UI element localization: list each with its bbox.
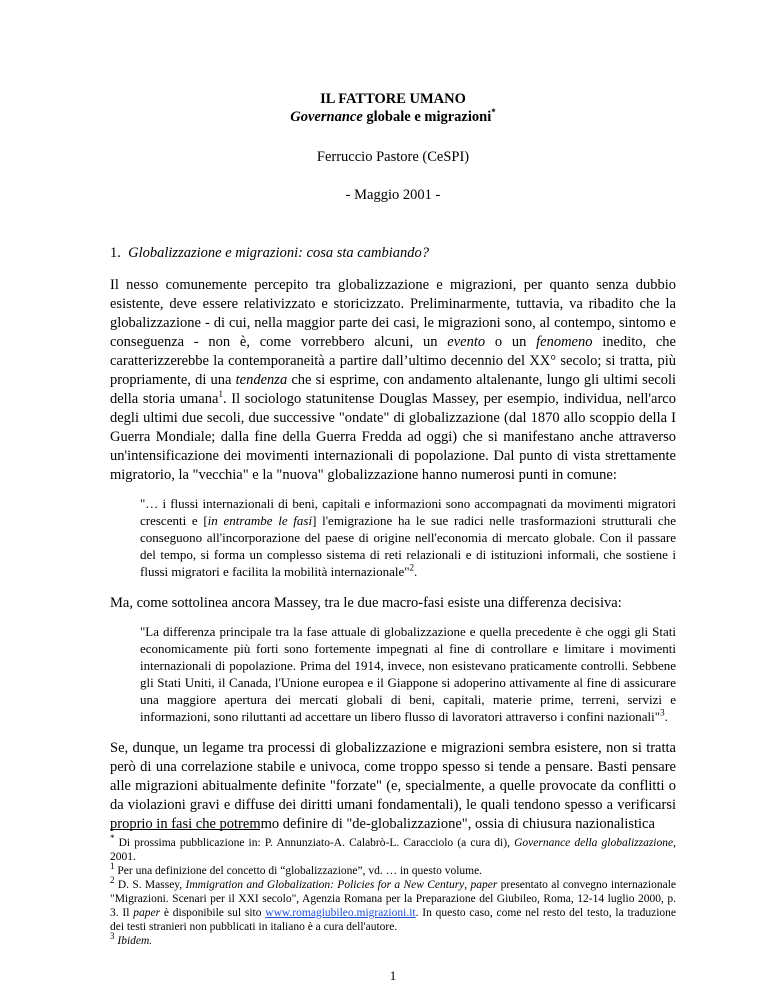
text-run: inedito, che caratterizzerebbe la contemporaneità a partire dall’ultimo decennio del XX° secolo; si tratta, più propriamente, di una <box>110 334 676 388</box>
text-run: Di prossima pubblicazione in: P. Annunziato-A. Calabrò-L. Caracciolo (a cura di), <box>114 837 515 849</box>
text-run: che si esprime, con andamento altalenante, lungo gli ultimi secoli della storia umana <box>110 372 676 407</box>
text-run: fenomeno <box>536 334 593 350</box>
section-heading <box>110 244 676 262</box>
section-title: Globalizzazione e migrazioni: cosa sta cambiando? <box>128 245 429 261</box>
text-run: paper <box>133 907 161 919</box>
footnote-1 <box>110 861 676 878</box>
text-run: o un <box>485 334 537 350</box>
text-run: . Il sociologo statunitense Douglas Massey, per esempio, individua, nell'arco degli ultimi due secoli, due successive "ondate" di globalizzazione (dal 1870 allo scoppio della I Guerra Mondiale; dalla fine della Guerra Fredda ad oggi) che si manifestano anche attraverso un'intensificazione dei movimenti internazionali di popolazione. Dal punto di vista strettamente migratorio, la "vecchia" e la "nuova" globalizzazione hanno numerosi punti in comune: <box>110 391 676 483</box>
text-run: evento <box>447 334 486 350</box>
footnote-ref-1[interactable]: 1 <box>218 389 223 400</box>
text-run: presentato al convegno internazionale "Migrazioni. Scenari per il XXI secolo", Agenzia Romana per la Preparazione del Giubileo, Roma, 12-14 luglio 2000, p. 3. Il <box>110 879 677 919</box>
subtitle-italic: Governance <box>290 109 363 125</box>
text-run: "La differenza principale tra la fase attuale di globalizzazione e quella precedente è che oggi gli Stati economicamente più forti sono fortemente impegnati al fine di controllare e limitare i movimenti internazionali di popolazione. Prima del 1914, invece, non esistevano praticamente controlli. Sebbene gli Stati Uniti, il Canada, l'Unione europea e il Giappone si adoperino attivamente al fine di assicurare una maggiore apertura dei mercati globali di beni, capitali, materie prime, terreni, servizi e informazioni, sono riluttanti ad accettare un libero flusso di lavoratori attraverso i confini nazionali" <box>140 624 676 724</box>
subtitle-footnote-mark[interactable]: * <box>491 107 496 118</box>
text-run: , 2001. <box>110 837 676 863</box>
page-number: 1 <box>389 968 397 983</box>
paragraph-1 <box>110 276 676 485</box>
footnote-3 <box>110 931 676 948</box>
text-run: tendenza <box>235 372 288 388</box>
footnotes <box>110 829 676 948</box>
text-run: Il nesso comunemente percepito tra globalizzazione e migrazioni, per quanto senza dubbio esistente, deve essere relativizzato e storicizzato. Preliminarmente, tuttavia, va ribadito che la globalizzazione - di cui, nella maggior parte dei casi, le migrazioni sono, al contempo, sintomo e conseguenza - non è, come vorrebbero alcuni, un <box>110 277 676 350</box>
footnote-mark: 1 <box>110 861 115 872</box>
text-run: Per una definizione del concetto di “globalizzazione”, vd. … in questo volume. <box>114 865 483 877</box>
document-page <box>110 0 677 983</box>
text-run: paper <box>470 879 498 891</box>
footnote-ref-3[interactable]: 3 <box>660 707 665 718</box>
section-number: 1. <box>110 245 121 261</box>
document-title: IL FATTORE UMANO <box>320 91 466 107</box>
footnote-ref-2[interactable]: 2 <box>409 562 415 573</box>
paragraph-3: Se, dunque, un legame tra processi di globalizzazione e migrazioni sembra esistere, non si tratta però di una correlazione stabile e univoca, come troppo spesso si tende a pensare. Basti pensare alle migrazioni abitualmente definite "forzate" (e, specialmente, a quelle provocate da conflitti o da violazioni gravi e diffuse dei diritti umani fondamentali), le quali tendono spesso a verificarsi proprio in fasi che potremmo definire di "de-globalizzazione", ossia di chiusura nazionalistica <box>110 740 676 832</box>
quote-2 <box>140 623 676 725</box>
author: Ferruccio Pastore (CeSPI) <box>316 149 470 165</box>
footnote-divider <box>110 829 260 830</box>
text-run: . <box>664 709 668 724</box>
footnote-mark: 3 <box>110 931 115 942</box>
text-run: . In questo caso, come nel resto del testo, la traduzione dei testi stranieri non pubblicati in italiano è a cura dell'autore. <box>110 907 677 933</box>
footnote-2 <box>110 875 677 934</box>
website-link[interactable]: www.romagiubileo.migrazioni.it <box>265 907 416 919</box>
text-run: Governance della globalizzazione <box>514 837 674 849</box>
quote-1 <box>140 495 676 580</box>
text-run: D. S. Massey, <box>114 879 186 891</box>
footnote-mark: * <box>110 833 115 844</box>
title-block <box>110 90 676 204</box>
footnote-mark: 2 <box>110 875 115 886</box>
text-run: "… i flussi internazionali di beni, capitali e informazioni sono accompagnati da movimenti migratori crescenti e [ <box>140 496 676 528</box>
text-run: Immigration and Globalization: Policies for a New Century <box>185 879 465 891</box>
paragraph-2: Ma, come sottolinea ancora Massey, tra le due macro-fasi esiste una differenza decisiva: <box>110 595 622 611</box>
text-run: è disponibile sul sito <box>160 907 266 919</box>
text-run: Ibidem. <box>117 935 153 947</box>
document-subtitle <box>110 108 676 126</box>
text-run: in entrambe le fasi <box>207 513 313 528</box>
date: - Maggio 2001 - <box>345 187 441 203</box>
subtitle-rest: globale e migrazioni <box>362 109 492 125</box>
text-run: , <box>464 879 471 891</box>
text-run: ] l'emigrazione ha le sue radici nelle trasformazioni strutturali che conseguono all'incorporazione del paese di origine nell'economia di mercato globale. Con il passare del tempo, si forma un complesso sistema di reti relazionali e di istituzioni informali, che sostiene i flussi migratori e facilita la mobilità internazionale" <box>140 513 676 579</box>
footnote-star <box>110 833 676 864</box>
text-run: . <box>414 564 418 579</box>
